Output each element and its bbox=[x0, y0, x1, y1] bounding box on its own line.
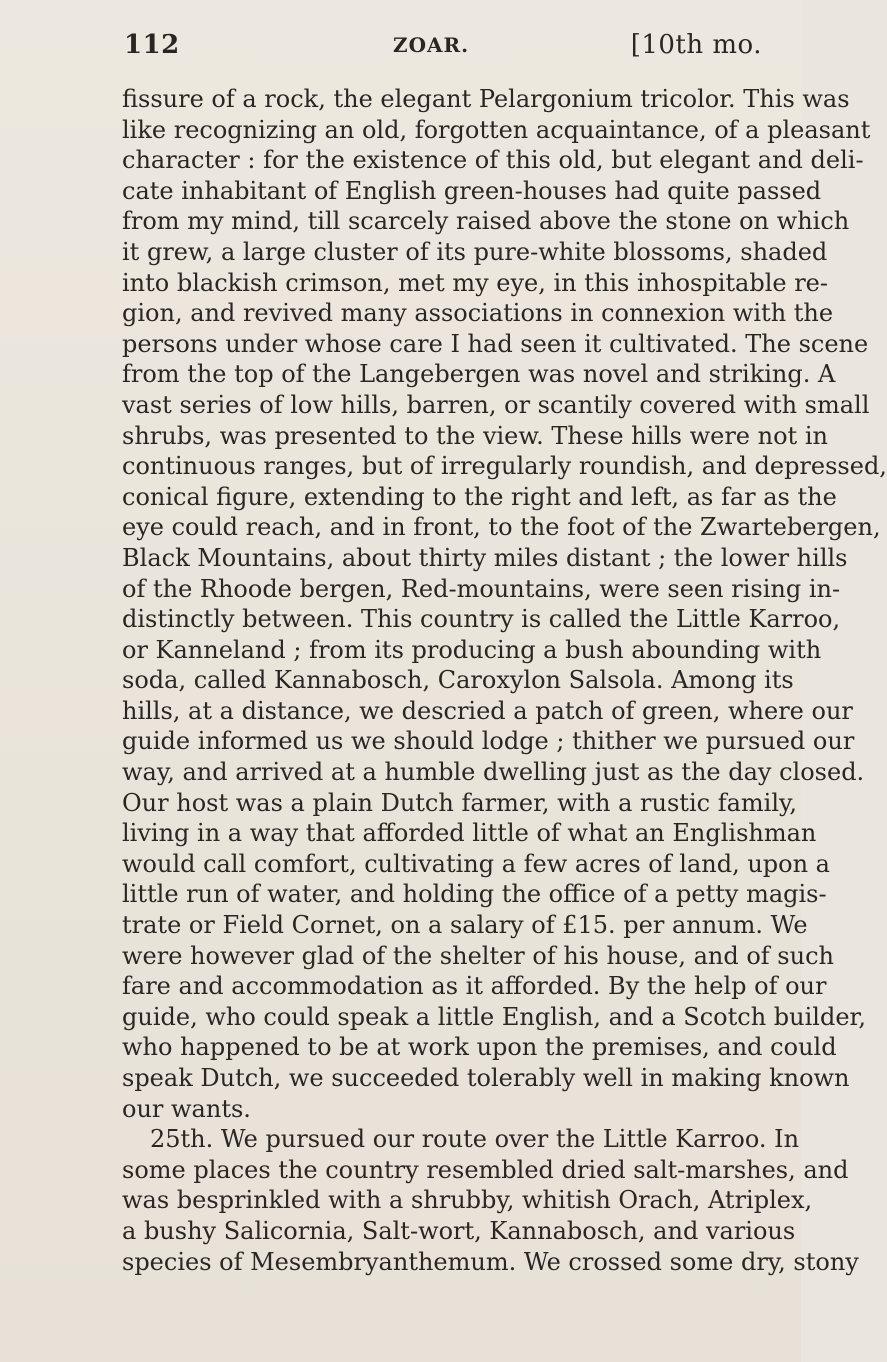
text-line: 25th. We pursued our route over the Little Karroo. In bbox=[150, 1125, 800, 1154]
text-line: shrubs, was presented to the view. These hills were not in bbox=[122, 421, 828, 450]
text-line: living in a way that afforded little of what an Englishman bbox=[122, 819, 817, 848]
text-line: species of Mesembryanthemum. We crossed some dry, stony bbox=[122, 1247, 859, 1276]
text-line: Our host was a plain Dutch farmer, with a rustic family, bbox=[122, 788, 797, 817]
text-line: was besprinkled with a shrubby, whitish Orach, Atriplex, bbox=[122, 1186, 813, 1215]
text-line: little run of water, and holding the office of a petty magis- bbox=[122, 880, 827, 909]
text-line: way, and arrived at a humble dwelling just as the day closed. bbox=[122, 758, 865, 787]
text-line: from the top of the Langebergen was novel and striking. A bbox=[122, 360, 836, 389]
text-line: guide, who could speak a little English, and a Scotch builder, bbox=[122, 1002, 866, 1031]
running-head bbox=[124, 30, 762, 64]
text-line: or Kanneland ; from its producing a bush abounding with bbox=[122, 635, 822, 664]
running-title: ZOAR. bbox=[393, 33, 470, 57]
text-line: continuous ranges, but of irregularly roundish, and depressed, bbox=[122, 452, 887, 481]
text-line: vast series of low hills, barren, or scantily covered with small bbox=[122, 390, 870, 419]
month-label: [10th mo. bbox=[630, 30, 762, 60]
text-line: guide informed us we should lodge ; thither we pursued our bbox=[122, 727, 855, 756]
text-line: were however glad of the shelter of his house, and of such bbox=[122, 941, 834, 970]
body-text bbox=[122, 84, 887, 1277]
text-line: trate or Field Cornet, on a salary of £15. per annum. We bbox=[122, 911, 808, 940]
text-line: Black Mountains, about thirty miles distant ; the lower hills bbox=[122, 543, 848, 572]
text-line: hills, at a distance, we descried a patch of green, where our bbox=[122, 696, 853, 725]
text-line: speak Dutch, we succeeded tolerably well in making known bbox=[122, 1064, 850, 1092]
text-line: persons under whose care I had seen it cultivated. The scene bbox=[122, 329, 869, 358]
text-line: fare and accommodation as it afforded. By the help of our bbox=[122, 972, 827, 1001]
text-line: into blackish crimson, met my eye, in this inhospitable re- bbox=[122, 268, 828, 297]
text-line: eye could reach, and in front, to the foot of the Zwartebergen, bbox=[122, 513, 881, 542]
text-line: character : for the existence of this old, but elegant and deli- bbox=[122, 146, 864, 175]
text-line: conical figure, extending to the right and left, as far as the bbox=[122, 482, 837, 511]
text-line: cate inhabitant of English green-houses had quite passed bbox=[122, 176, 822, 205]
text-line: like recognizing an old, forgotten acquaintance, of a pleasant bbox=[122, 115, 871, 144]
text-line: who happened to be at work upon the premises, and could bbox=[122, 1033, 837, 1062]
text-line: a bushy Salicornia, Salt-wort, Kannabosch, and various bbox=[122, 1216, 796, 1245]
text-line: from my mind, till scarcely raised above the stone on which bbox=[122, 207, 850, 236]
text-line: distinctly between. This country is called the Little Karroo, bbox=[122, 605, 841, 634]
text-line: some places the country resembled dried salt-marshes, and bbox=[122, 1155, 849, 1184]
page-number: 112 bbox=[124, 30, 180, 60]
text-line: soda, called Kannabosch, Caroxylon Salsola. Among its bbox=[122, 666, 794, 695]
text-line: it grew, a large cluster of its pure-white blossoms, shaded bbox=[122, 237, 828, 266]
text-line: fissure of a rock, the elegant Pelargonium tricolor. This was bbox=[122, 85, 850, 113]
text-line: would call comfort, cultivating a few acres of land, upon a bbox=[122, 849, 830, 878]
text-line: our wants. bbox=[122, 1094, 251, 1123]
text-line: of the Rhoode bergen, Red-mountains, were seen rising in- bbox=[122, 574, 841, 603]
text-line: gion, and revived many associations in connexion with the bbox=[122, 299, 834, 328]
